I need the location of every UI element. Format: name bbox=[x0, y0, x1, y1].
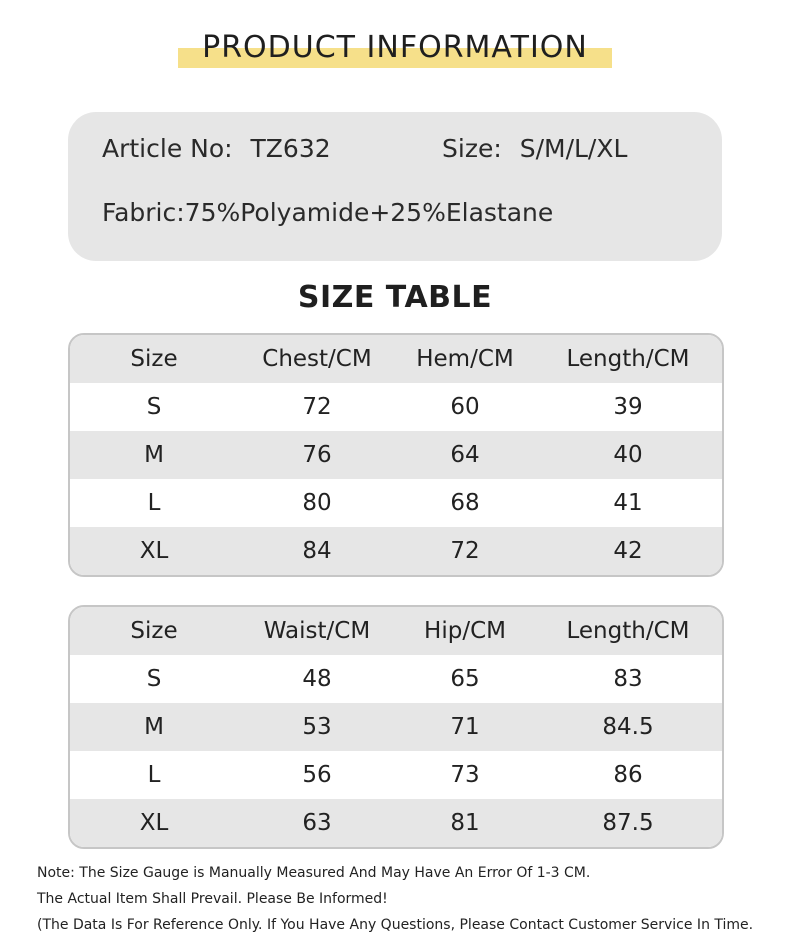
table-cell: 81 bbox=[450, 810, 480, 836]
table-cell: L bbox=[147, 762, 161, 788]
table-cell: 63 bbox=[302, 810, 332, 836]
header-cell: Waist/CM bbox=[263, 618, 371, 644]
article-value: TZ632 bbox=[250, 134, 331, 163]
table-cell: 84.5 bbox=[602, 714, 654, 740]
table-row bbox=[70, 527, 722, 575]
table-cell: 80 bbox=[302, 490, 332, 516]
fabric bbox=[102, 198, 553, 227]
note-line: (The Data Is For Reference Only. If You Have Any Questions, Please Contact Customer Service In Time. bbox=[37, 917, 754, 933]
table-cell: 60 bbox=[450, 394, 480, 420]
table-cell: 76 bbox=[302, 442, 332, 468]
table-row bbox=[70, 383, 722, 431]
size-value: S/M/L/XL bbox=[519, 134, 628, 163]
table-cell: 48 bbox=[302, 666, 332, 692]
size-table-heading: SIZE TABLE bbox=[297, 280, 493, 315]
table-cell: 72 bbox=[302, 394, 332, 420]
fabric-label: Fabric: bbox=[102, 198, 185, 227]
note-line: Note: The Size Gauge is Manually Measured And May Have An Error Of 1-3 CM. bbox=[37, 865, 591, 881]
table-cell: 40 bbox=[613, 442, 643, 468]
size-label: Size: bbox=[442, 134, 502, 163]
size-range bbox=[442, 134, 627, 163]
product-info-panel bbox=[68, 112, 722, 261]
page-title: PRODUCT INFORMATION bbox=[202, 30, 588, 65]
table-header-row bbox=[70, 335, 722, 383]
table-header-row bbox=[70, 607, 722, 655]
table-cell: M bbox=[144, 442, 164, 468]
table-cell: 56 bbox=[302, 762, 332, 788]
fabric-value: 75%Polyamide+25%Elastane bbox=[184, 198, 554, 227]
table-cell: S bbox=[146, 666, 162, 692]
table-cell: 83 bbox=[613, 666, 643, 692]
header-cell: Size bbox=[130, 618, 178, 644]
table-cell: 73 bbox=[450, 762, 480, 788]
header-cell: Hip/CM bbox=[424, 618, 506, 644]
table-cell: XL bbox=[139, 538, 169, 564]
table-cell: XL bbox=[139, 810, 169, 836]
note-line: The Actual Item Shall Prevail. Please Be Informed! bbox=[37, 891, 388, 907]
article-label: Article No: bbox=[102, 134, 233, 163]
page-header bbox=[0, 28, 790, 72]
header-cell: Length/CM bbox=[566, 618, 690, 644]
table-row bbox=[70, 799, 722, 847]
table-row bbox=[70, 655, 722, 703]
table-row bbox=[70, 751, 722, 799]
header-cell: Hem/CM bbox=[416, 346, 514, 372]
notes bbox=[37, 860, 777, 938]
table-row bbox=[70, 431, 722, 479]
table-cell: 39 bbox=[613, 394, 643, 420]
table-cell: 87.5 bbox=[602, 810, 654, 836]
header-cell: Length/CM bbox=[566, 346, 690, 372]
table-row bbox=[70, 479, 722, 527]
table-cell: S bbox=[146, 394, 162, 420]
top-size-table bbox=[68, 333, 724, 577]
table-cell: 72 bbox=[450, 538, 480, 564]
header-cell: Chest/CM bbox=[262, 346, 372, 372]
table-cell: L bbox=[147, 490, 161, 516]
article-number bbox=[102, 134, 331, 163]
bottom-size-table bbox=[68, 605, 724, 849]
table-cell: 42 bbox=[613, 538, 643, 564]
table-cell: 53 bbox=[302, 714, 332, 740]
table-cell: 71 bbox=[450, 714, 480, 740]
table-cell: 84 bbox=[302, 538, 332, 564]
table-cell: 65 bbox=[450, 666, 480, 692]
table-row bbox=[70, 703, 722, 751]
table-cell: 64 bbox=[450, 442, 480, 468]
table-cell: M bbox=[144, 714, 164, 740]
table-cell: 41 bbox=[613, 490, 643, 516]
table-cell: 68 bbox=[450, 490, 480, 516]
table-cell: 86 bbox=[613, 762, 643, 788]
header-cell: Size bbox=[130, 346, 178, 372]
